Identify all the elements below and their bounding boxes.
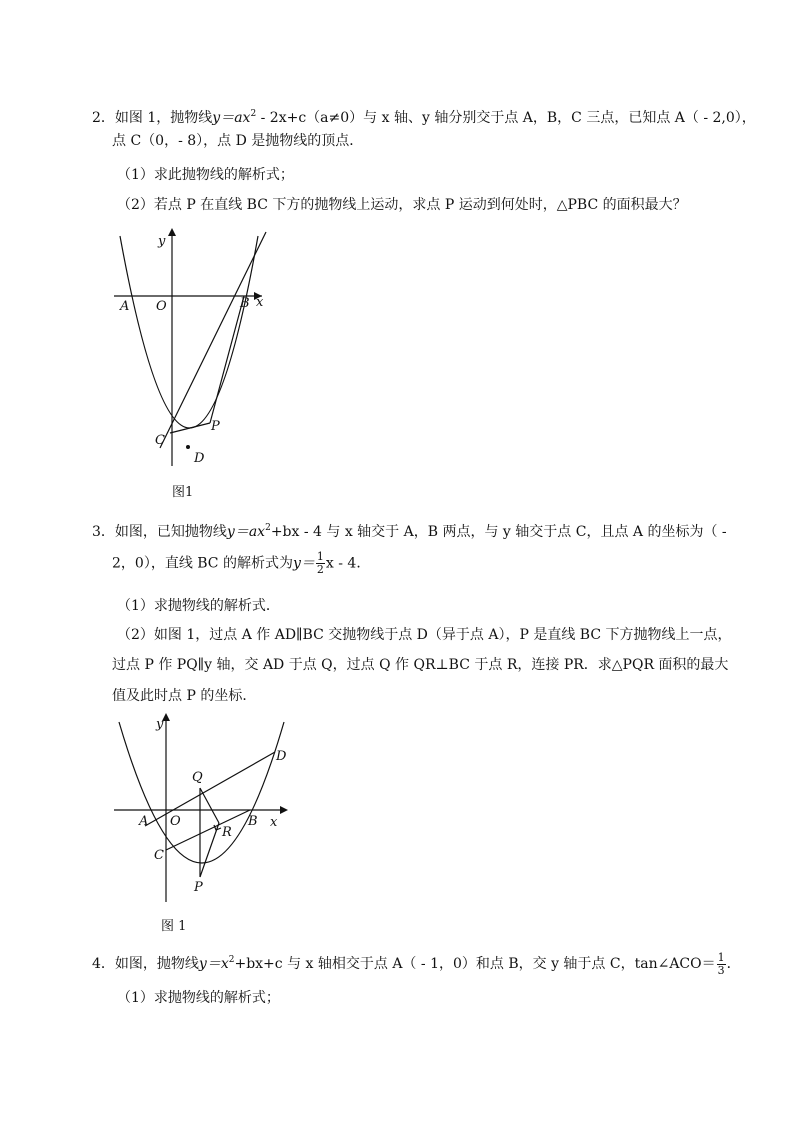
problem-3-equation: y＝ax (226, 524, 266, 540)
label-y: y (156, 717, 164, 732)
problem-2-equation-rest: - 2x+c（a≠0）与 x 轴、y 轴分别交于点 A，B，C 三点，已知点 A（ - 2,0）， (256, 110, 756, 126)
problem-2-equation-exponent: 2 (250, 109, 257, 119)
problem-3-line-bc-eq: y＝ (292, 555, 315, 572)
segment-rp (200, 823, 219, 877)
problem-3-question-2-line-1: （2）如图 1，过点 A 作 AD∥BC 交抛物线于点 D（异于点 A），P 是直线 BC 下方抛物线上一点， (117, 627, 732, 643)
fraction-numerator: 1 (316, 550, 324, 563)
label-d: D (194, 451, 205, 466)
problem-2-equation: y＝ax (212, 110, 251, 126)
x-axis-arrow-icon (280, 806, 288, 814)
label-a: A (139, 814, 149, 829)
problem-2-figure-caption: 图1 (172, 485, 194, 500)
problem-3-line-bc-rest: x - 4． (325, 555, 371, 572)
problem-3-question-2-line-2: 过点 P 作 PQ∥y 轴，交 AD 于点 Q，过点 Q 作 QR⊥BC 于点 R，连接 PR．求△PQR 面积的最大 (112, 657, 729, 673)
problem-3-line-2 (112, 551, 370, 576)
problem-4-equation-exponent: 2 (228, 955, 235, 965)
problem-3-line-1 (92, 518, 727, 542)
label-p: P (211, 419, 220, 434)
problem-3-equation-rest: +bx - 4 与 x 轴交于 A，B 两点，与 y 轴交于点 C，且点 A 的坐标为（ - (270, 524, 727, 540)
problem-3-equation-exponent: 2 (265, 523, 271, 533)
problem-4-equation: y＝x (198, 956, 229, 972)
problem-3-number: 3． (92, 524, 115, 540)
label-a: A (120, 299, 130, 314)
problem-3-figure-caption: 图 1 (161, 919, 187, 934)
problem-4-question-1: （1）求抛物线的解析式； (117, 990, 280, 1006)
label-y: y (158, 234, 166, 249)
problem-3-fraction (316, 551, 325, 576)
label-b: B (248, 814, 258, 829)
parabola (119, 722, 284, 863)
label-p: P (194, 880, 203, 895)
problem-2-number: 2． (92, 110, 115, 126)
label-o: O (170, 814, 181, 829)
problem-2-figure (104, 226, 284, 476)
segment-qr (200, 788, 219, 823)
problem-2-question-1: （1）求此抛物线的解析式； (117, 167, 294, 183)
problem-3-question-1: （1）求抛物线的解析式． (117, 598, 280, 614)
problem-2-intro: 如图 1，抛物线 (114, 110, 213, 126)
parabola (120, 236, 258, 428)
problem-4-equation-rest: +bx+c 与 x 轴相交于点 A（ - 1，0）和点 B，交 y 轴于点 C， (234, 956, 635, 972)
problem-3-intro: 如图，已知抛物线 (114, 524, 227, 540)
segment-pb (210, 296, 244, 423)
y-axis-arrow-icon (168, 228, 176, 236)
problem-4-fraction (717, 952, 726, 977)
problem-4-tan-end: ． (726, 956, 741, 972)
problem-4-line-1 (92, 950, 741, 977)
problem-4-intro: 如图，抛物线 (114, 956, 199, 972)
label-o: O (156, 299, 167, 314)
label-c: C (155, 433, 165, 448)
label-x: x (256, 295, 264, 310)
problem-2-line-1 (92, 104, 756, 128)
fraction-denominator: 3 (717, 963, 725, 977)
problem-3-line-2-text: 2，0），直线 BC 的解析式为 (112, 555, 293, 572)
problem-3-question-2-line-3: 值及此时点 P 的坐标． (112, 688, 257, 704)
problem-4-tan: tan∠ACO＝ (634, 956, 716, 972)
problem-3-figure (108, 712, 298, 912)
label-b: B (240, 296, 250, 311)
problem-4-number: 4． (92, 956, 115, 972)
segment-cp (170, 423, 210, 433)
line-bc (160, 232, 266, 448)
fraction-denominator: 2 (316, 563, 324, 576)
problem-2-question-2: （2）若点 P 在直线 BC 下方的抛物线上运动，求点 P 运动到何处时，△PBC 的面积最大？ (117, 197, 687, 213)
vertex-d-point (186, 445, 190, 449)
label-d: D (276, 749, 287, 764)
label-r: R (222, 825, 232, 840)
label-c: C (154, 848, 164, 863)
label-x: x (270, 815, 278, 830)
label-q: Q (192, 770, 203, 785)
problem-2-line-2: 点 C（0，- 8），点 D 是抛物线的顶点． (112, 133, 364, 149)
fraction-numerator: 1 (717, 950, 725, 964)
